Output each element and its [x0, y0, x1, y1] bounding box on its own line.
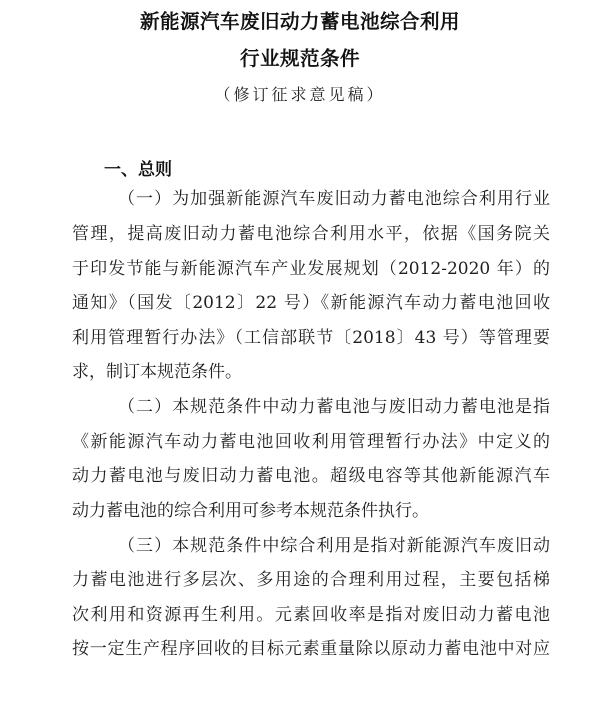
document-subtitle: （修订征求意见稿）	[214, 85, 386, 104]
paragraph-line: 管理，提高废旧动力蓄电池综合利用水平，依据《国务院关	[72, 224, 550, 244]
paragraph-line: 求，制订本规范条件。	[72, 362, 242, 382]
document-title-line-1: 新能源汽车废旧动力蓄电池综合利用	[139, 10, 460, 33]
paragraph-line: 《新能源汽车动力蓄电池回收利用管理暂行办法》中定义的	[72, 432, 550, 452]
paragraph-line: 次利用和资源再生利用。元素回收率是指对废旧动力蓄电池	[72, 605, 550, 625]
document-title-line-2: 行业规范条件	[239, 47, 360, 70]
section-heading-general-provisions: 一、总则	[104, 160, 172, 180]
paragraph-line: （一）为加强新能源汽车废旧动力蓄电池综合利用行业	[118, 189, 550, 209]
paragraph-line: 动力蓄电池的综合利用可参考本规范条件执行。	[72, 501, 429, 521]
paragraph-line: 利用管理暂行办法》（工信部联节〔2018〕43 号）等管理要	[72, 328, 550, 348]
paragraph-line: （二）本规范条件中动力蓄电池与废旧动力蓄电池是指	[118, 397, 550, 417]
paragraph-line: 动力蓄电池与废旧动力蓄电池。超级电容等其他新能源汽车	[72, 466, 550, 486]
paragraph-line: 于印发节能与新能源汽车产业发展规划（2012-2020 年）的	[72, 259, 550, 279]
paragraph-line: 按一定生产程序回收的目标元素重量除以原动力蓄电池中对应	[72, 639, 550, 659]
paragraph-line: 通知》（国发〔2012〕22 号）《新能源汽车动力蓄电池回收	[72, 293, 550, 313]
paragraph-line: 力蓄电池进行多层次、多用途的合理利用过程，主要包括梯	[72, 570, 550, 590]
paragraph-line: （三）本规范条件中综合利用是指对新能源汽车废旧动	[118, 536, 550, 556]
